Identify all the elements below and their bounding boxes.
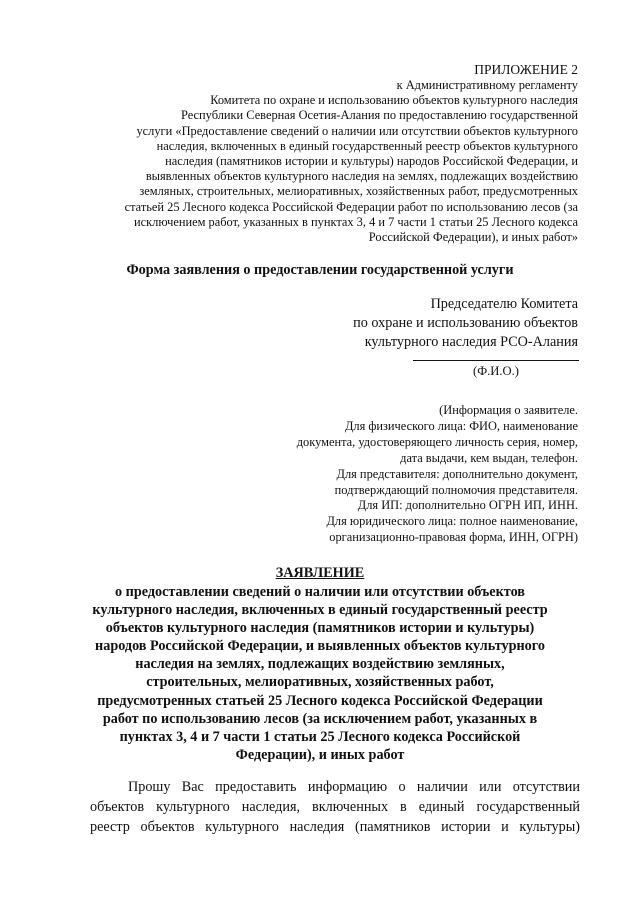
applicant-info-block [218,403,578,546]
appendix-line: земляных, строительных, мелиоративных, хозяйственных работ, предусмотренных [139,184,578,199]
appendix-line: наследия (памятников истории и культуры) народов Российской Федерации, и [165,154,578,169]
applicant-info-line: (Информация о заявителе. [439,403,578,417]
appendix-line: Комитета по охране и использованию объектов культурного наследия [210,93,578,108]
applicant-info-line: организационно-правовая форма, ИНН, ОГРН) [329,530,578,545]
statement-subject-line: Федерации), и иных работ [235,746,405,763]
appendix-line: Республики Северная Осетия-Алания по предоставлению государственной [181,108,578,123]
applicant-info-line: Для ИП: дополнительно ОГРН ИП, ИНН. [357,498,578,513]
appendix-title: ПРИЛОЖЕНИЕ 2 [474,62,578,77]
appendix-line: услуги «Предоставление сведений о наличии или отсутствии объектов культурного [136,123,578,138]
statement-subject-line: работ по использованию лесов (за исключением работ, указанных в [102,710,538,727]
form-title: Форма заявления о предоставлении государственной услуги [126,262,514,278]
applicant-info-line: Для физического лица: ФИО, наименование [344,418,578,433]
fio-signature-line [413,360,579,361]
body-line: реестр объектов культурного наследия (памятников истории и культуры) [90,819,580,835]
appendix-line: статьей 25 Лесного кодекса Российской Федерации работ по использованию лесов (за [124,199,578,214]
appendix-regulation-text [58,78,578,245]
appendix-line: к Административному регламенту [396,78,578,92]
applicant-info-line: Для представителя: дополнительно документ, [336,466,578,481]
applicant-info-line: подтверждающий полномочия представителя. [334,482,578,497]
statement-heading: ЗАЯВЛЕНИЕ [275,565,365,581]
addressee-line: Председателю Комитета [430,296,578,312]
statement-subject [60,583,580,764]
applicant-info-line: Для юридического лица: полное наименование, [326,514,578,529]
statement-subject-line: предусмотренных статьей 25 Лесного кодекса Российской Федерации [97,692,543,709]
statement-body [90,777,580,837]
statement-subject-line: народов Российской Федерации, и выявленных объектов культурного [95,638,545,655]
statement-subject-line: о предоставлении сведений о наличии или отсутствии объектов [115,584,525,600]
addressee-block [218,295,578,352]
applicant-info-line: дата выдачи, кем выдан, телефон. [400,450,578,465]
appendix-line: Российской Федерации), и иных работ» [368,230,578,245]
appendix-line: исключением работ, указанных в пунктах 3, 4 и 7 части 1 статьи 25 Лесного кодекса [134,214,578,229]
appendix-block [58,62,578,245]
statement-subject-line: строительных, мелиоративных, хозяйственных работ, [146,674,494,691]
appendix-line: выявленных объектов культурного наследия на землях, подлежащих воздействию [145,169,578,184]
addressee-line: культурного наследия РСО-Алания [364,334,578,350]
statement-subject-line: пунктах 3, 4 и 7 части 1 статьи 25 Лесного кодекса Российской [119,728,521,745]
statement-subject-line: объектов культурного наследия (памятников истории и культуры) [105,620,535,637]
fio-label: (Ф.И.О.) [473,364,519,378]
body-line: Прошу Вас предоставить информацию о наличии или отсутствии [128,779,580,795]
addressee-line: по охране и использованию объектов [353,315,578,331]
body-line: объектов культурного наследия, включенных в единый государственный [90,799,580,815]
statement-subject-line: наследия на землях, подлежащих воздействию земляных, [135,656,505,673]
applicant-info-line: документа, удостоверяющего личность серия, номер, [296,434,578,449]
statement-subject-line: культурного наследия, включенных в единый государственный реестр [92,602,548,619]
appendix-line: наследия, включенных в единый государственный реестр объектов культурного [156,138,578,153]
